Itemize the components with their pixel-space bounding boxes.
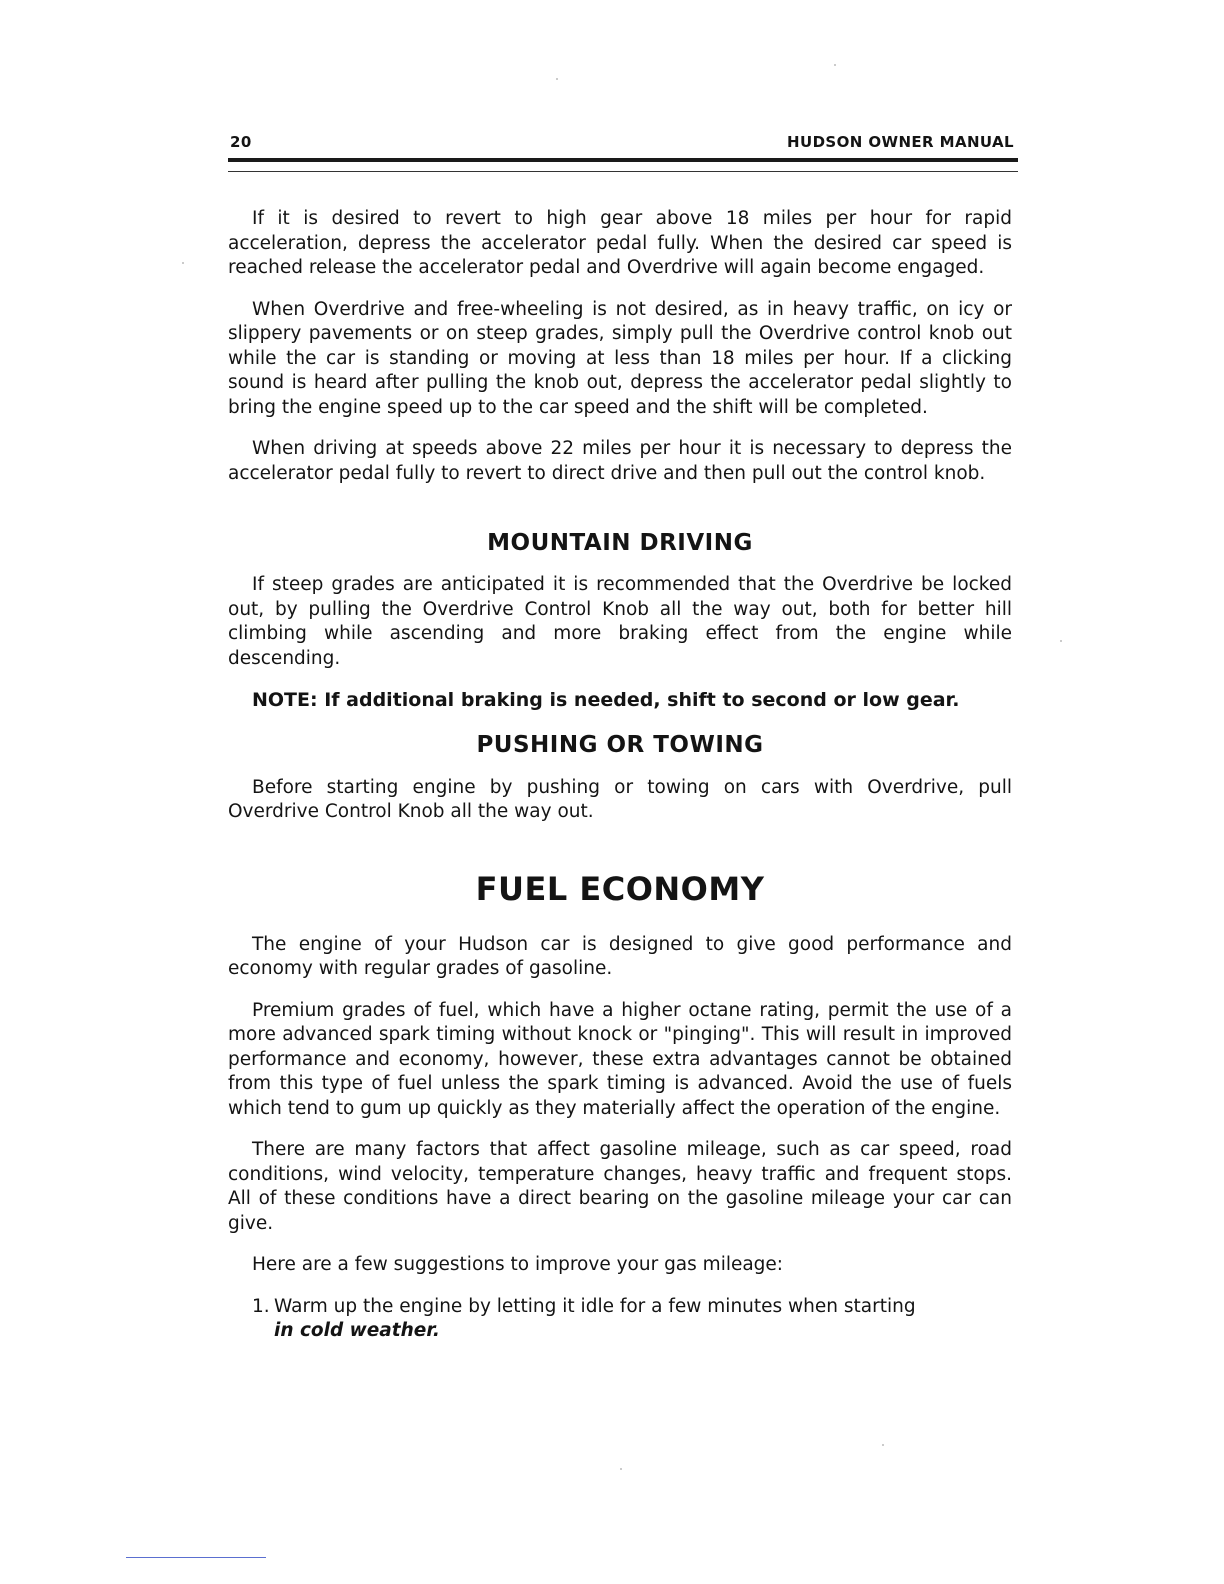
scan-speck (834, 64, 836, 66)
suggestion-number: 1. (252, 1295, 270, 1317)
fuel-economy-heading: FUEL ECONOMY (475, 869, 765, 908)
scan-speck (1060, 640, 1062, 642)
pushing-towing-heading: PUSHING OR TOWING (476, 731, 764, 758)
overdrive-paragraph-1: If it is desired to revert to high gear above 18 miles per hour for rapid acceleration, depress the accelerator pedal fully. When the desired car speed is reached release the accelerator pedal and Overdrive will again become engaged. (228, 208, 1012, 278)
scan-speck (182, 262, 184, 264)
scan-speck (556, 78, 558, 80)
page-body (228, 207, 1012, 1344)
bottom-edge-mark (126, 1557, 266, 1558)
header-rule-thick (228, 158, 1018, 162)
page-header (228, 133, 1016, 155)
scan-speck (620, 1468, 622, 1470)
suggestion-list-item (228, 1295, 1012, 1344)
overdrive-paragraph-3: When driving at speeds above 22 miles per hour it is necessary to depress the accelerator pedal fully to revert to direct drive and then pull out the control knob. (228, 438, 1012, 484)
fuel-economy-paragraph-1: The engine of your Hudson car is designed to give good performance and economy with regular grades of gasoline. (228, 933, 1012, 979)
fuel-economy-paragraph-3: There are many factors that affect gasoline mileage, such as car speed, road conditions, wind velocity, temperature changes, heavy traffic and frequent stops. All of these conditions have a direct bearing on the gasoline mileage your car can give. (228, 1139, 1012, 1234)
overdrive-paragraph-2: When Overdrive and free-wheeling is not desired, as in heavy traffic, on icy or slippery pavements or on steep grades, simply pull the Overdrive control knob out while the car is standing or moving at less than 18 miles per hour. If a clicking sound is heard after pulling the knob out, depress the accelerator pedal slightly to bring the engine speed up to the car speed and the shift will be completed. (228, 298, 1012, 418)
braking-note: NOTE: If additional braking is needed, shift to second or low gear. (252, 689, 960, 711)
running-title: HUDSON OWNER MANUAL (787, 133, 1014, 151)
scan-speck (882, 1444, 884, 1446)
fuel-economy-paragraph-4: Here are a few suggestions to improve your gas mileage: (252, 1254, 784, 1275)
pushing-towing-paragraph: Before starting engine by pushing or towing on cars with Overdrive, pull Overdrive Control Knob all the way out. (228, 776, 1012, 822)
mountain-driving-heading: MOUNTAIN DRIVING (487, 530, 753, 556)
suggestion-emphasis: in cold weather. (274, 1320, 440, 1341)
header-rule-thin (228, 171, 1018, 172)
suggestion-text: Warm up the engine by letting it idle for a few minutes when starting (274, 1295, 916, 1317)
fuel-economy-paragraph-2: Premium grades of fuel, which have a higher octane rating, permit the use of a more advanced spark timing without knock or "pinging". This will result in improved performance and economy, however, these extra advantages cannot be obtained from this type of fuel unless the spark timing is advanced. Avoid the use of fuels which tend to gum up quickly as they materially affect the operation of the engine. (228, 999, 1012, 1119)
page-number: 20 (230, 133, 252, 151)
mountain-driving-paragraph: If steep grades are anticipated it is recommended that the Overdrive be locked out, by pulling the Overdrive Control Knob all the way out, both for better hill climbing while ascending and more braking effect from the engine while descending. (228, 574, 1012, 669)
